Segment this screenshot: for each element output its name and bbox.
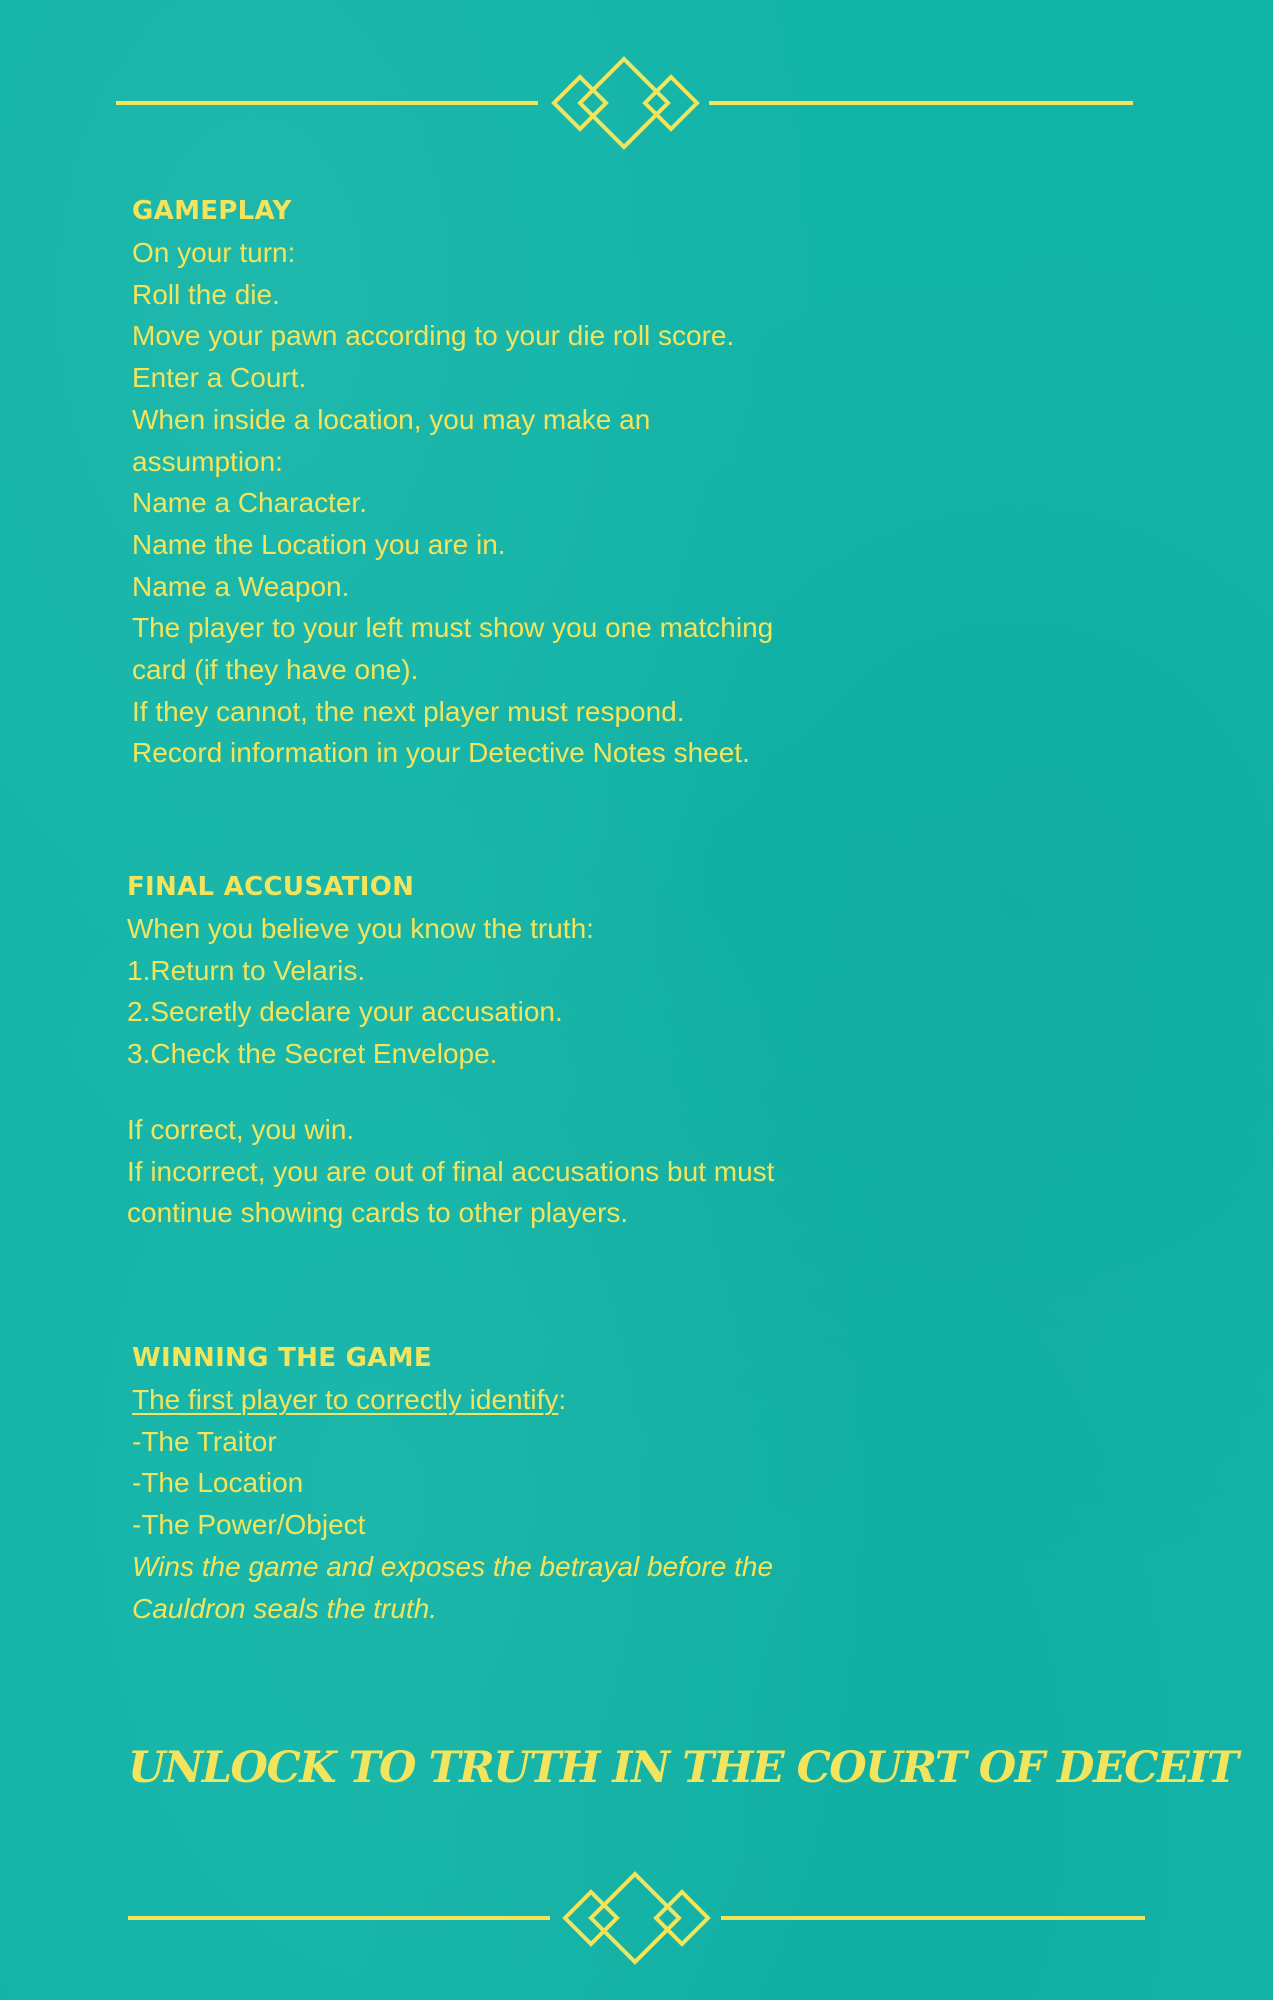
gameplay-line: The player to your left must show you one matching xyxy=(132,612,774,644)
winning-item: -The Power/Object xyxy=(132,1509,366,1541)
accusation-step: 3.Check the Secret Envelope. xyxy=(127,1038,498,1070)
gameplay-section xyxy=(132,190,892,774)
gameplay-heading: GAMEPLAY xyxy=(132,196,292,226)
gameplay-line: card (if they have one). xyxy=(132,654,419,686)
gameplay-line: If they cannot, the next player must respond. xyxy=(132,695,685,727)
top-divider xyxy=(0,55,1273,155)
final-accusation-intro: When you believe you know the truth: xyxy=(127,913,594,944)
gameplay-line: Enter a Court. xyxy=(132,362,307,394)
accusation-outcome: If correct, you win. xyxy=(127,1113,355,1145)
spacer xyxy=(127,1075,887,1109)
gameplay-line: Record information in your Detective Notes sheet. xyxy=(132,737,750,769)
tagline: UNLOCK TO TRUTH IN THE COURT OF DECEIT xyxy=(128,1743,1238,1793)
winning-intro xyxy=(132,1379,892,1421)
gameplay-line: Name the Location you are in. xyxy=(132,528,506,560)
diamond-divider-icon xyxy=(0,55,1273,155)
winning-closing: Cauldron seals the truth. xyxy=(132,1592,438,1624)
final-accusation-section xyxy=(127,866,887,1234)
accusation-step: 1.Return to Velaris. xyxy=(127,954,366,986)
winning-closing: Wins the game and exposes the betrayal before the xyxy=(132,1550,774,1582)
gameplay-line: When inside a location, you may make an xyxy=(132,403,651,435)
gameplay-line: Name a Character. xyxy=(132,487,367,519)
accusation-outcome: continue showing cards to other players. xyxy=(127,1197,629,1229)
gameplay-line: Roll the die. xyxy=(132,278,280,310)
gameplay-line: Move your pawn according to your die roll score. xyxy=(132,320,735,352)
final-accusation-heading: FINAL ACCUSATION xyxy=(127,872,415,902)
bottom-divider xyxy=(0,1870,1273,1970)
gameplay-line: On your turn: xyxy=(132,237,296,268)
accusation-step: 2.Secretly declare your accusation. xyxy=(127,996,563,1028)
winning-section xyxy=(132,1337,892,1629)
winning-item: -The Traitor xyxy=(132,1425,277,1457)
accusation-outcome: If incorrect, you are out of final accusations but must xyxy=(127,1155,775,1187)
winning-intro-underlined: The first player to correctly identify xyxy=(132,1384,559,1415)
winning-heading: WINNING THE GAME xyxy=(132,1343,432,1373)
winning-intro-suffix: : xyxy=(558,1384,567,1415)
winning-item: -The Location xyxy=(132,1467,304,1499)
gameplay-line: Name a Weapon. xyxy=(132,570,350,602)
diamond-divider-icon xyxy=(0,1870,1273,1970)
gameplay-line: assumption: xyxy=(132,445,283,477)
